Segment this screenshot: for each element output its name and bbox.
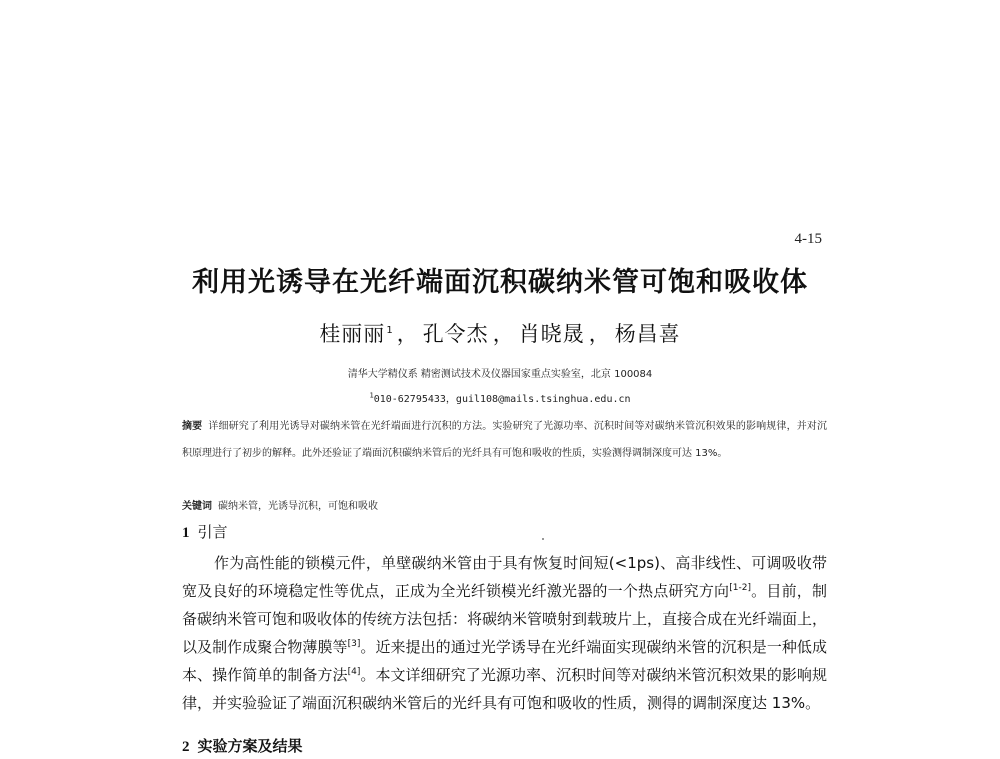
contact-mark: 1 bbox=[369, 391, 374, 400]
author-name: 桂丽丽 bbox=[319, 322, 386, 346]
abstract bbox=[182, 413, 827, 467]
section-heading-experiment bbox=[182, 735, 303, 756]
abstract-text: 详细研究了利用光诱导对碳纳米管在光纤端面进行沉积的方法。实验研究了光源功率、沉积时间等对碳纳米管沉积效果的影响规律，并对沉积原理进行了初步的解释。此外还验证了端面沉积碳纳米管后的光纤具有可饱和吸收的性质，实验测得调制深度可达 13%。 bbox=[182, 421, 828, 459]
citation: [3] bbox=[347, 639, 361, 649]
author-separator: ， bbox=[492, 322, 515, 346]
affiliation: 清华大学精仪系 精密测试技术及仪器国家重点实验室，北京 100084 bbox=[347, 369, 653, 380]
keywords bbox=[182, 497, 378, 512]
citation: [1-2] bbox=[729, 583, 751, 593]
contact-text: 010-62795433，guil108@mails.tsinghua.edu.cn bbox=[373, 394, 631, 405]
author-affiliation-mark: 1 bbox=[386, 325, 393, 336]
contact-info bbox=[0, 390, 1000, 405]
author-name: 杨昌喜 bbox=[614, 322, 681, 346]
paper-title: 利用光诱导在光纤端面沉积碳纳米管可饱和吸收体 bbox=[192, 267, 808, 298]
author-list bbox=[0, 318, 1000, 348]
author-separator: ， bbox=[588, 322, 611, 346]
section-number: 2 bbox=[182, 739, 190, 755]
keywords-label: 关键词 bbox=[182, 501, 212, 512]
scan-speck bbox=[542, 538, 544, 540]
section-number: 1 bbox=[182, 525, 190, 541]
section-heading-introduction bbox=[182, 521, 228, 542]
paragraph-text: 。本文详细研究了光源功率、沉积时间等对碳纳米管沉积效果的影响规律，并实验验证了端面沉积碳纳米管后的光纤具有可饱和吸收的性质，测得的调制深度达 13%。 bbox=[182, 666, 827, 712]
abstract-label: 摘要 bbox=[182, 421, 203, 432]
section-title: 实验方案及结果 bbox=[197, 737, 303, 755]
author-separator: ， bbox=[396, 322, 419, 346]
page-number: 4-15 bbox=[794, 231, 822, 247]
paragraph-text: 。近来提出的通过光学诱导在光纤端面实现碳纳米管的沉积是一种低成本、操作简单的制备方法 bbox=[182, 638, 827, 684]
paragraph-text: 。目前，制备碳纳米管可饱和吸收体的传统方法包括：将碳纳米管喷射到载玻片上，直接合成在光纤端面上，以及制作成聚合物薄膜等 bbox=[182, 582, 828, 656]
section-title: 引言 bbox=[197, 523, 228, 541]
citation: [4] bbox=[347, 667, 361, 677]
author-name: 孔令杰 bbox=[422, 322, 489, 346]
keywords-text: 碳纳米管，光诱导沉积，可饱和吸收 bbox=[218, 501, 378, 512]
paragraph-text: 作为高性能的锁模元件，单壁碳纳米管由于具有恢复时间短(<1ps)、高非线性、可调吸收带宽及良好的环境稳定性等优点，正成为全光纤锁模光纤激光器的一个热点研究方向 bbox=[182, 554, 827, 600]
introduction-paragraph bbox=[182, 549, 827, 717]
author-name: 肖晓晟 bbox=[518, 322, 585, 346]
